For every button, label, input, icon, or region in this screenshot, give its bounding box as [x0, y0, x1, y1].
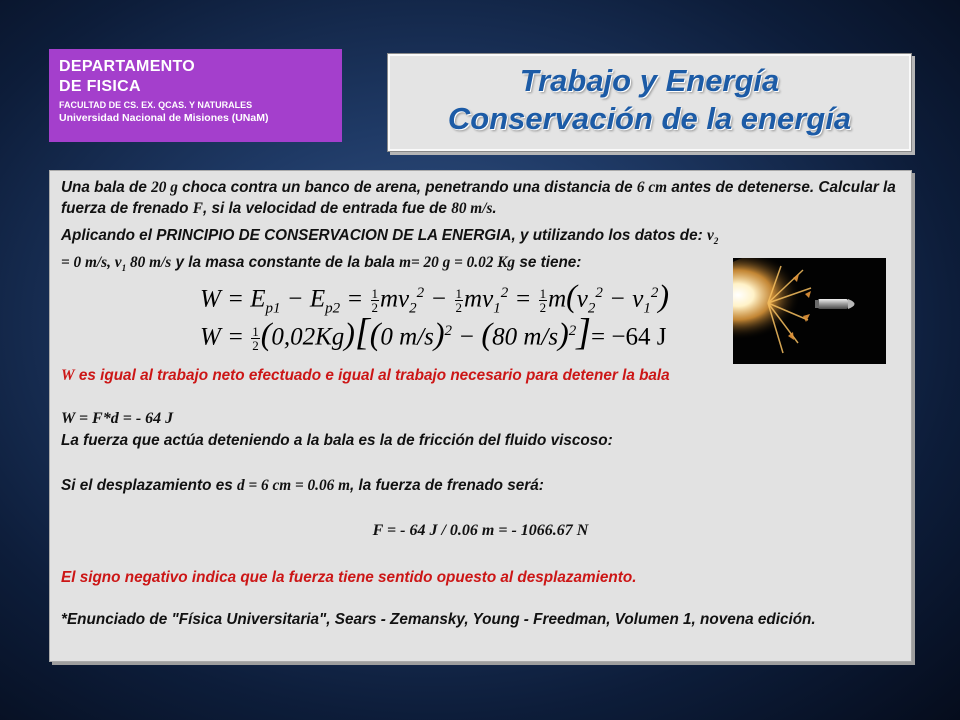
problem-statement — [61, 177, 900, 219]
friction-statement: La fuerza que actúa deteniendo a la bala es la de fricción del fluido viscoso: — [61, 432, 613, 449]
v2-sub: 2 — [713, 236, 719, 247]
work-symbol: W — [61, 367, 75, 384]
v-symbol: v — [706, 227, 714, 244]
problem-text-1: Una bala de — [61, 179, 152, 196]
disp-text-2: , la fuerza de frenado será: — [350, 477, 544, 494]
principle-text-3: se tiene: — [515, 254, 582, 272]
content-panel — [49, 170, 912, 662]
problem-text-3: antes de detenerse. Calcular la fuerza de frenado — [61, 179, 896, 217]
bullet-impact-image — [733, 258, 886, 364]
principle-statement — [61, 225, 726, 279]
slide-title-line2: Conservación de la energía — [447, 101, 852, 136]
red-note-sign: El signo negativo indica que la fuerza tiene sentido opuesto al desplazamiento. — [61, 569, 637, 586]
displacement-statement — [61, 475, 544, 496]
problem-text-2: choca contra un banco de arena, penetrando una distancia de — [177, 179, 637, 196]
dept-faculty: FACULTAD DE CS. EX. QCAS. Y NATURALES — [59, 100, 253, 110]
slide-title-box — [387, 53, 912, 152]
problem-text-4: , si la velocidad de entrada fue de — [202, 200, 452, 217]
disp-value: d = 6 cm = 0.06 m — [236, 477, 351, 494]
problem-force-symbol: F — [192, 200, 203, 217]
red-note-text: es igual al trabajo neto efectuado e igual al trabajo necesario para detener la bala — [74, 367, 670, 384]
principle-mass: m= 20 g = 0.02 Kg — [399, 254, 516, 272]
v2-value: = 0 m/s, v — [61, 254, 122, 272]
problem-velocity: 80 m/s — [451, 200, 493, 217]
source-citation: *Enunciado de "Física Universitaria", Sears - Zemansky, Young - Freedman, Volumen 1, novena edición. — [61, 611, 816, 628]
work-equation: W = F*d = - 64 J — [61, 410, 174, 427]
problem-mass: 20 g — [151, 179, 178, 196]
dept-line1: DEPARTAMENTO — [59, 58, 196, 75]
dept-university: Universidad Nacional de Misiones (UNaM) — [59, 112, 269, 124]
eq-result: = −64 J — [591, 323, 667, 351]
force-equation: F = - 64 J / 0.06 m = - 1066.67 N — [372, 522, 589, 539]
v1-sub: 1 — [121, 263, 127, 274]
red-note-work — [61, 365, 670, 386]
principle-text-1: Aplicando el PRINCIPIO DE CONSERVACION DE LA ENERGIA, y utilizando los datos de: — [61, 227, 707, 244]
dept-line2: DE FISICA — [59, 78, 141, 95]
energy-equation: $W = E_{p1} - E_{p2}$ = $\frac{1}{2}$ $mv_2^2$ − $\frac{1}{2}$ $mv_1^2$ = $\frac{1}{2}$ $m(v_2^2 - v_1^2)$ — [200, 277, 670, 317]
problem-distance: 6 cm — [636, 179, 668, 196]
disp-text-1: Si el desplazamiento es — [61, 477, 237, 494]
principle-text-2: y la masa constante de la bala — [171, 254, 400, 272]
problem-text-5: . — [492, 200, 497, 217]
bullet-impact-icon — [733, 258, 886, 364]
department-box — [49, 49, 342, 142]
eq-mass: 0,02Kg — [271, 323, 345, 351]
eq-v1: 80 m/s — [492, 323, 559, 351]
eq-v2: 0 m/s — [380, 323, 434, 351]
work-numeric-equation: W = $\frac{1}{2}$ (0,02Kg)[(0 m/s)$^2$ − (80 m/s)$^2$]= −64 J — [200, 311, 667, 354]
slide-title-line1: Trabajo y Energía — [519, 63, 780, 98]
v1-value: 80 m/s — [126, 254, 172, 272]
